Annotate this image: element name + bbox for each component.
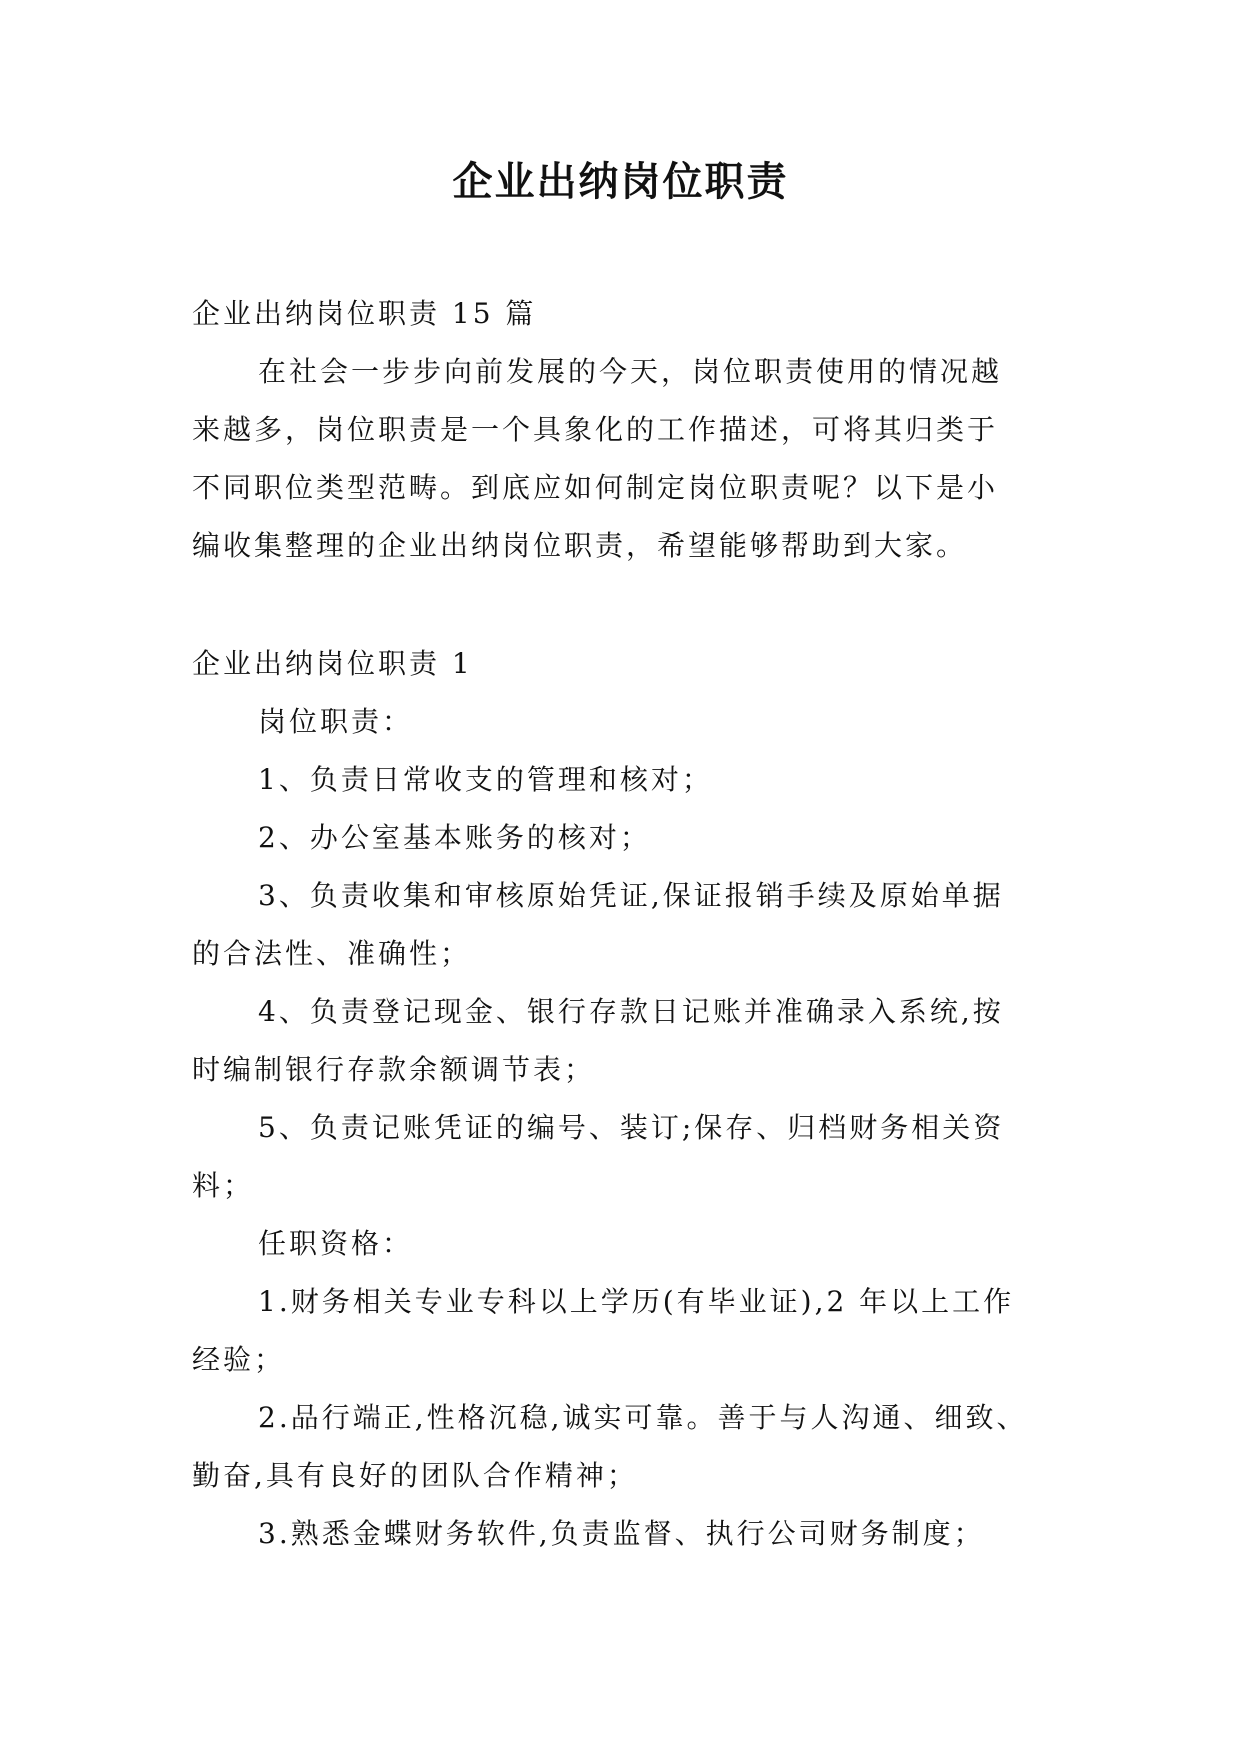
document-subtitle: 企业出纳岗位职责 15 篇 — [192, 297, 537, 330]
qualification-item-continuation: 勤奋,具有良好的团队合作精神； — [192, 1459, 638, 1492]
section-heading: 企业出纳岗位职责 1 — [192, 647, 473, 680]
duty-item-continuation: 的合法性、准确性； — [192, 937, 472, 970]
duty-item: 2、办公室基本账务的核对； — [258, 821, 651, 854]
qualifications-label: 任职资格： — [258, 1227, 414, 1260]
intro-line: 不同职位类型范畴。到底应如何制定岗位职责呢？以下是小 — [192, 471, 999, 504]
intro-line: 编收集整理的企业出纳岗位职责，希望能够帮助到大家。 — [192, 529, 968, 562]
duty-item: 3、负责收集和审核原始凭证,保证报销手续及原始单据 — [258, 879, 1004, 912]
intro-line: 在社会一步步向前发展的今天，岗位职责使用的情况越 — [258, 355, 1003, 388]
qualification-item: 1.财务相关专业专科以上学历(有毕业证),2 年以上工作 — [258, 1285, 1015, 1318]
duty-item-continuation: 料； — [192, 1169, 255, 1202]
duty-item: 5、负责记账凭证的编号、装订;保存、归档财务相关资 — [258, 1111, 1005, 1144]
duties-label: 岗位职责： — [258, 705, 414, 738]
duty-item: 1、负责日常收支的管理和核对； — [258, 763, 713, 796]
qualification-item: 2.品行端正,性格沉稳,诚实可靠。善于与人沟通、细致、 — [258, 1401, 1028, 1434]
document-body — [192, 285, 1052, 1563]
intro-line: 来越多，岗位职责是一个具象化的工作描述，可将其归类于 — [192, 413, 999, 446]
page-title: 企业出纳岗位职责 — [452, 158, 789, 205]
duty-item-continuation: 时编制银行存款余额调节表； — [192, 1053, 596, 1086]
duty-item: 4、负责登记现金、银行存款日记账并准确录入系统,按 — [258, 995, 1004, 1028]
qualification-item-continuation: 经验； — [192, 1343, 286, 1376]
qualification-item: 3.熟悉金蝶财务软件,负责监督、执行公司财务制度； — [258, 1517, 985, 1550]
section-gap — [192, 575, 1052, 635]
intro-paragraph — [192, 343, 1052, 575]
